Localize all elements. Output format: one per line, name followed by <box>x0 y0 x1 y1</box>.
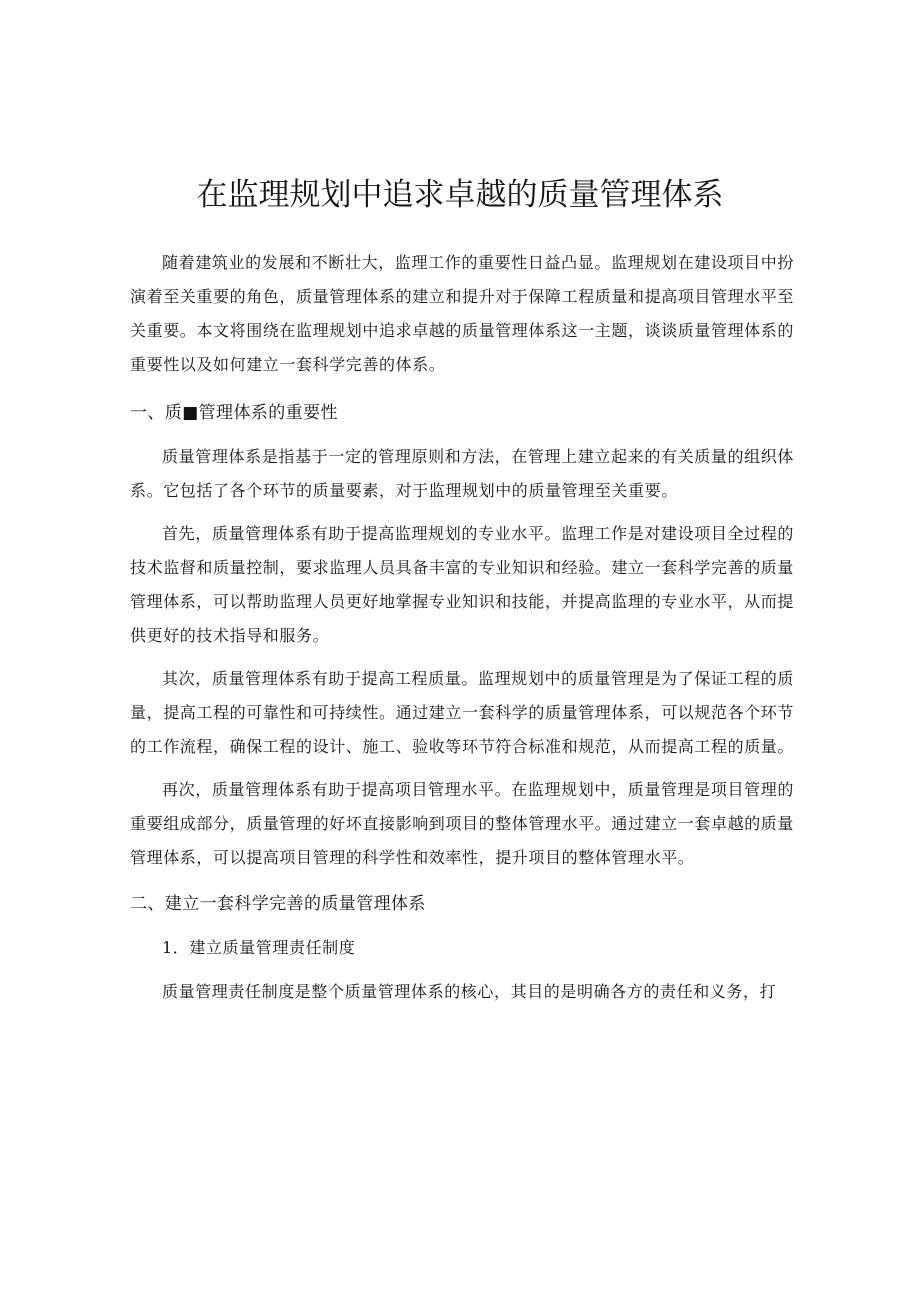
section-1-heading: 一、质■管理体系的重要性 <box>130 403 338 423</box>
document-body <box>130 246 794 1009</box>
section-1-paragraph-3: 其次，质量管理体系有助于提高工程质量。监理规划中的质量管理是为了保证工程的质量，提高工程的可靠性和可持续性。通过建立一套科学的质量管理体系，可以规范各个环节的工作流程，确保工程的设计、施工、验收等环节符合标准和规范，从而提高工程的质量。 <box>130 669 795 756</box>
section-1-paragraph-1: 质量管理体系是指基于一定的管理原则和方法，在管理上建立起来的有关质量的组织体系。它包括了各个环节的质量要素，对于监理规划中的质量管理至关重要。 <box>130 447 794 500</box>
section-2-paragraph-1: 质量管理责任制度是整个质量管理体系的核心，其目的是明确各方的责任和义务，打 <box>162 982 777 1001</box>
section-2-heading: 二、建立一套科学完善的质量管理体系 <box>130 894 426 914</box>
document-title: 在监理规划中追求卓越的质量管理体系 <box>196 177 724 213</box>
section-1-paragraph-4: 再次，质量管理体系有助于提高项目管理水平。在监理规划中，质量管理是项目管理的重要组成部分，质量管理的好坏直接影响到项目的整体管理水平。通过建立一套卓越的质量管理体系，可以提高项目管理的科学性和效率性，提升项目的整体管理水平。 <box>130 780 795 867</box>
intro-paragraph: 随着建筑业的发展和不断壮大，监理工作的重要性日益凸显。监理规划在建设项目中扮演着至关重要的角色，质量管理体系的建立和提升对于保障工程质量和提高项目管理水平至关重要。本文将围绕在监理规划中追求卓越的质量管理体系这一主题，谈谈质量管理体系的重要性以及如何建立一套科学完善的体系。 <box>130 253 795 374</box>
section-1-paragraph-2: 首先，质量管理体系有助于提高监理规划的专业水平。监理工作是对建设项目全过程的技术监督和质量控制，要求监理人员具备丰富的专业知识和经验。建立一套科学完善的质量管理体系，可以帮助监理人员更好地掌握专业知识和技能，并提高监理的专业水平，从而提供更好的技术指导和服务。 <box>130 524 795 645</box>
section-2-subheading: 1．建立质量管理责任制度 <box>162 938 356 957</box>
